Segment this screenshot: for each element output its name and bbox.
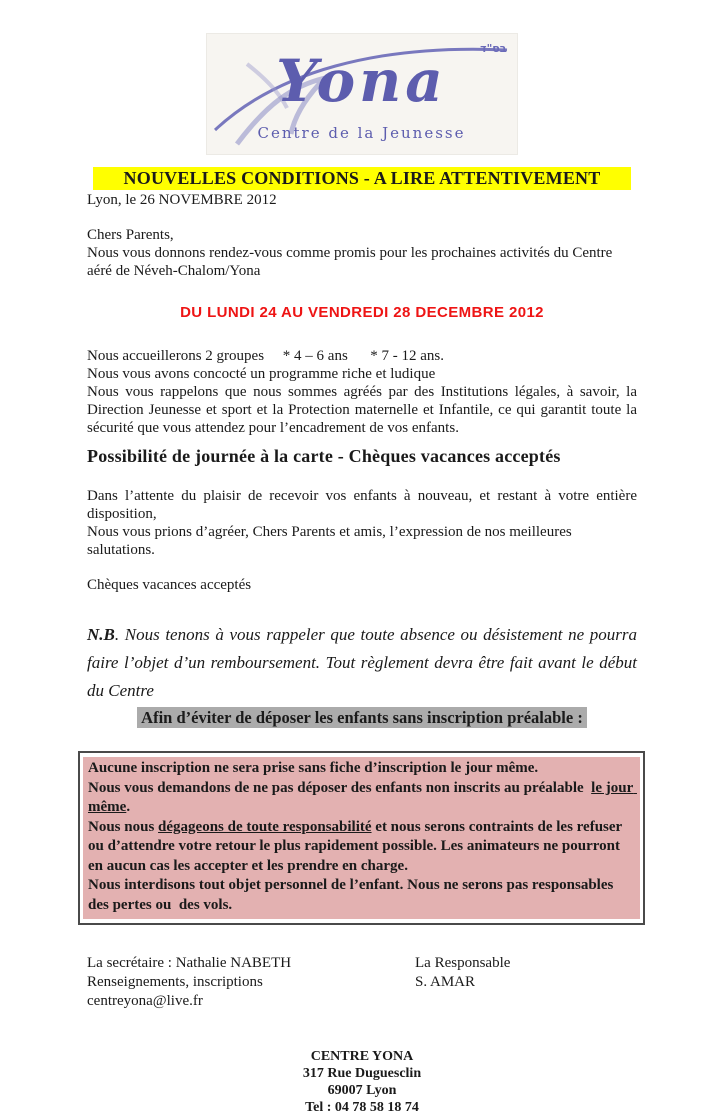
footer-address <box>87 1048 637 1116</box>
nb-paragraph <box>87 621 637 705</box>
warning-line-1: Aucune inscription ne sera prise sans fiche d’inscription le jour même. <box>88 760 539 776</box>
warning-line-3-post: et nous serons contraints de les refuser ou d’attendre votre retour le plus rapidement possible. Les animateurs ne pourront en aucun cas les accepter et les prendre en charge. <box>88 818 626 874</box>
nb-text: . Nous tenons à vous rappeler que toute absence ou désistement ne pourra faire l’objet d’un remboursement. Tout règlement devra être fait avant le début du Centre <box>87 625 637 700</box>
warning-line-3-underline: dégageons de toute responsabilité <box>158 818 372 835</box>
carte-heading: Possibilité de journée à la carte - Chèques vacances acceptés <box>87 446 561 466</box>
date-line: Lyon, le 26 NOVEMBRE 2012 <box>87 192 277 208</box>
nb-label: N.B <box>87 625 115 644</box>
footer-city: 69007 Lyon <box>327 1083 397 1098</box>
gray-highlight-text: Afin d’éviter de déposer les enfants sans inscription préalable : <box>137 707 587 728</box>
signature-right <box>415 954 575 1011</box>
logo-name: Yona <box>276 47 447 115</box>
secretary-line: La secrétaire : Nathalie NABETH <box>87 955 292 971</box>
yellow-banner <box>93 167 631 190</box>
intro-paragraph: Nous vous donnons rendez-vous comme promis pour les prochaines activités du Centre aéré de Néveh-Chalom/Yona <box>87 245 613 279</box>
groups-line: Nous accueillerons 2 groupes * 4 – 6 ans * 7 - 12 ans. <box>87 348 445 364</box>
signature-left <box>87 954 291 1011</box>
warning-box-content <box>83 757 640 919</box>
salutation: Chers Parents, <box>87 227 174 243</box>
responsable-name: S. AMAR <box>415 974 476 990</box>
dates-heading: DU LUNDI 24 AU VENDREDI 28 DECEMBRE 2012 <box>180 304 544 321</box>
gray-highlight-line <box>87 708 637 728</box>
warning-line-2-pre: Nous vous demandons de ne pas déposer des enfants non inscrits au préalable <box>88 779 592 796</box>
cheques-line: Chèques vacances acceptés <box>87 577 252 593</box>
signature-block <box>87 954 637 1011</box>
logo-subtitle: Centre de la Jeunesse <box>257 124 466 142</box>
program-line: Nous vous avons concocté un programme riche et ludique <box>87 366 436 382</box>
warning-line-2-underline: le jour même <box>88 779 637 815</box>
warning-line-4: Nous interdisons tout objet personnel de l’enfant. Nous ne serons pas responsables des pertes ou des vols. <box>88 877 618 913</box>
footer-street: 317 Rue Duguesclin <box>302 1066 422 1081</box>
hebrew-text: בס"ד <box>480 42 507 55</box>
responsable-title: La Responsable <box>415 955 511 971</box>
warning-line-3-pre: Nous nous <box>88 818 159 835</box>
yona-logo <box>206 33 518 155</box>
closing-paragraph-1: Dans l’attente du plaisir de recevoir vos enfants à nouveau, et restant à votre entière disposition, <box>87 488 637 522</box>
warning-line-2-post: . <box>126 799 131 815</box>
closing-paragraph-2: Nous vous prions d’agréer, Chers Parents et amis, l’expression de nos meilleures salutations. <box>87 524 572 558</box>
footer-center-name: CENTRE YONA <box>310 1049 414 1064</box>
footer-phone: Tel : 04 78 58 18 74 <box>305 1100 419 1115</box>
email-text: centreyona@live.fr <box>87 993 203 1009</box>
warning-box <box>78 751 645 925</box>
letter-body <box>0 167 723 1116</box>
logo-container <box>0 0 723 155</box>
inscriptions-line: Renseignements, inscriptions <box>87 974 263 990</box>
banner-text: NOUVELLES CONDITIONS - A LIRE ATTENTIVEMENT <box>93 167 631 190</box>
accreditation-paragraph: Nous vous rappelons que nous sommes agréés par des Institutions légales, à savoir, la Direction Jeunesse et sport et la Protection maternelle et Infantile, ce qui garantit toute la sécurité que vous attendez pour l’encadrement de vos enfants. <box>87 384 637 436</box>
